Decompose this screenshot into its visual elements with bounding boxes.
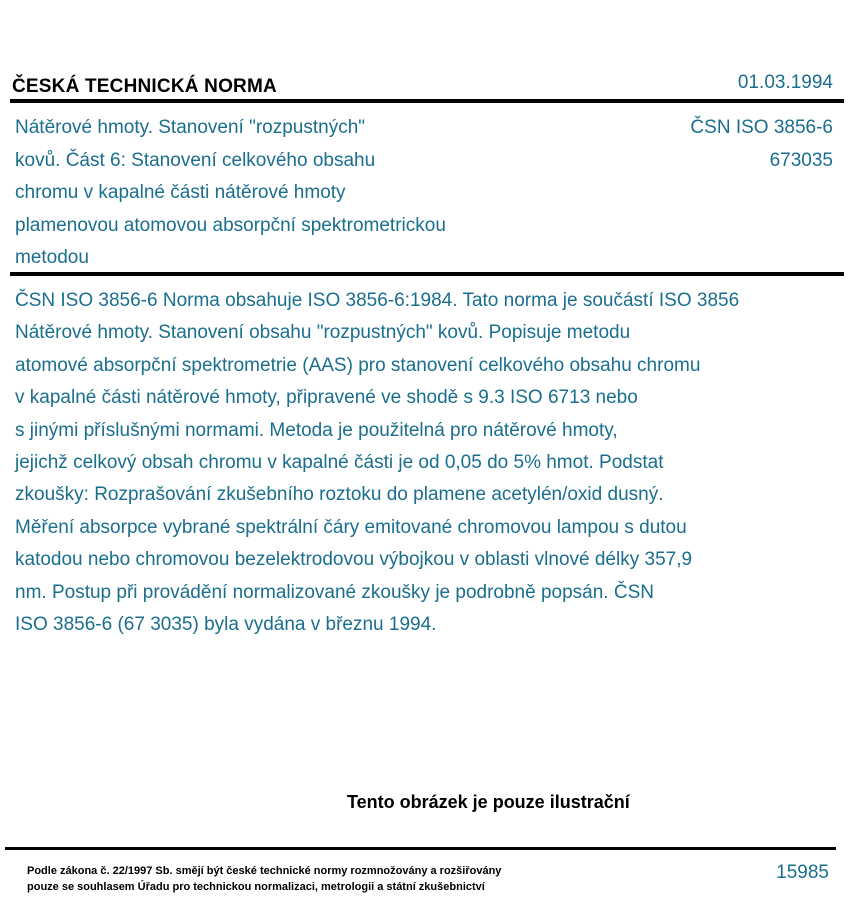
- document-title-line: Nátěrové hmoty. Stanovení "rozpustných": [15, 117, 366, 138]
- document-identifiers: [690, 112, 833, 177]
- class-code: 673035: [769, 149, 833, 171]
- abstract-line: ČSN ISO 3856-6 Norma obsahuje ISO 3856-6:1984. Tato norma je součástí ISO 3856: [15, 290, 740, 311]
- abstract-line: ISO 3856-6 (67 3035) byla vydána v březnu 1994.: [15, 614, 437, 636]
- abstract-line: atomové absorpční spektrometrie (AAS) pro stanovení celkového obsahu chromu: [15, 354, 701, 376]
- abstract-line: zkoušky: Rozprašování zkušebního roztoku do plamene acetylén/oxid dusný.: [15, 484, 664, 506]
- abstract-line: katodou nebo chromovou bezelektrodovou výbojkou v oblasti vlnové délky 357,9: [15, 549, 693, 571]
- document-title-line: plamenovou atomovou absorpční spektrometrickou: [15, 214, 446, 236]
- top-divider: [10, 99, 844, 103]
- abstract-line: nm. Postup při provádění normalizované zkoušky je podrobně popsán. ČSN: [15, 581, 654, 603]
- header-date: 01.03.1994: [737, 72, 833, 93]
- document-title-line: metodou: [15, 247, 89, 268]
- document-title: [15, 112, 525, 275]
- illustration-note: Tento obrázek je pouze ilustrační: [347, 792, 630, 812]
- footer-legal-line: pouze se souhlasem Úřadu pro technickou normalizaci, metrologii a státní zkušebnictví: [27, 881, 485, 893]
- header-title: ČESKÁ TECHNICKÁ NORMA: [12, 76, 277, 97]
- abstract-line: Měření absorpce vybrané spektrální čáry emitované chromovou lampou s dutou: [15, 516, 687, 538]
- footer-legal-notice: [27, 863, 501, 895]
- abstract: [15, 285, 845, 641]
- footer-legal-line: Podle zákona č. 22/1997 Sb. smějí být české technické normy rozmnožovány a rozšiřovány: [27, 865, 502, 877]
- bottom-divider: [5, 847, 836, 850]
- document-title-line: chromu v kapalné části nátěrové hmoty: [15, 182, 346, 203]
- middle-divider: [10, 272, 844, 276]
- abstract-line: Nátěrové hmoty. Stanovení obsahu "rozpustných" kovů. Popisuje metodu: [15, 322, 631, 344]
- abstract-line: v kapalné části nátěrové hmoty, připravené ve shodě s 9.3 ISO 6713 nebo: [15, 387, 638, 409]
- standard-id: ČSN ISO 3856-6: [690, 117, 833, 138]
- footer-number: 15985: [776, 862, 829, 883]
- abstract-line: jejichž celkový obsah chromu v kapalné části je od 0,05 do 5% hmot. Podstat: [15, 452, 664, 474]
- document-title-line: kovů. Část 6: Stanovení celkového obsahu: [15, 149, 376, 171]
- abstract-line: s jinými příslušnými normami. Metoda je použitelná pro nátěrové hmoty,: [15, 419, 618, 441]
